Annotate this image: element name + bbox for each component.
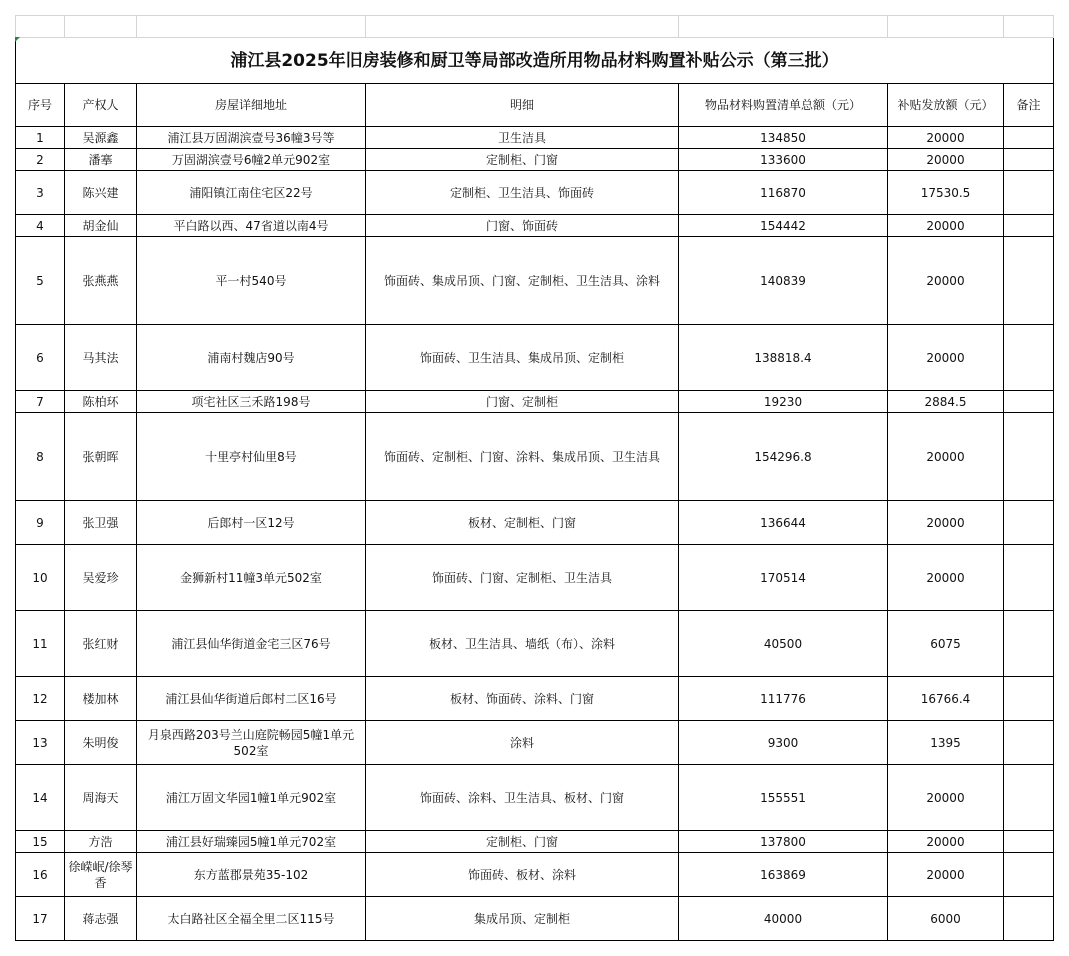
- cell-remark[interactable]: [1004, 721, 1054, 765]
- table-row: [16, 611, 1054, 677]
- cell-remark[interactable]: [1004, 765, 1054, 831]
- cell-no[interactable]: 7: [16, 391, 65, 413]
- cell-address[interactable]: 金狮新村11幢3单元502室: [137, 545, 366, 611]
- empty-cell[interactable]: [366, 16, 679, 38]
- cell-owner[interactable]: 蒋志强: [65, 897, 137, 941]
- cell-detail[interactable]: 板材、卫生洁具、墙纸（布）、涂料: [366, 611, 679, 677]
- cell-total[interactable]: 140839: [679, 237, 888, 325]
- cell-subsidy[interactable]: 20000: [888, 325, 1004, 391]
- empty-cell[interactable]: [65, 16, 137, 38]
- cell-comment-marker: [15, 37, 20, 42]
- header-remark[interactable]: 备注: [1004, 84, 1054, 127]
- cell-address[interactable]: 十里亭村仙里8号: [137, 413, 366, 501]
- table-row: [16, 215, 1054, 237]
- cell-address[interactable]: 浦江县仙华街道金宅三区76号: [137, 611, 366, 677]
- cell-total[interactable]: 170514: [679, 545, 888, 611]
- cell-address[interactable]: 浦江县仙华街道后郎村二区16号: [137, 677, 366, 721]
- cell-no[interactable]: 5: [16, 237, 65, 325]
- cell-address[interactable]: 平一村540号: [137, 237, 366, 325]
- cell-owner[interactable]: 楼加林: [65, 677, 137, 721]
- cell-address[interactable]: 太白路社区全福全里二区115号: [137, 897, 366, 941]
- cell-owner[interactable]: 陈柏环: [65, 391, 137, 413]
- cell-address[interactable]: 浦南村魏店90号: [137, 325, 366, 391]
- cell-detail[interactable]: 涂料: [366, 721, 679, 765]
- table-row: [16, 127, 1054, 149]
- cell-no[interactable]: 14: [16, 765, 65, 831]
- cell-subsidy[interactable]: 20000: [888, 545, 1004, 611]
- cell-no[interactable]: 10: [16, 545, 65, 611]
- cell-owner[interactable]: 徐嵘岷/徐琴香: [65, 853, 137, 897]
- cell-total[interactable]: 136644: [679, 501, 888, 545]
- empty-cell[interactable]: [16, 16, 65, 38]
- cell-owner[interactable]: 张燕燕: [65, 237, 137, 325]
- cell-remark[interactable]: [1004, 127, 1054, 149]
- cell-detail[interactable]: 板材、定制柜、门窗: [366, 501, 679, 545]
- cell-owner[interactable]: 方浩: [65, 831, 137, 853]
- empty-cell[interactable]: [1004, 16, 1054, 38]
- cell-subsidy[interactable]: 20000: [888, 149, 1004, 171]
- empty-cell[interactable]: [888, 16, 1004, 38]
- empty-cell[interactable]: [679, 16, 888, 38]
- cell-detail[interactable]: 饰面砖、门窗、定制柜、卫生洁具: [366, 545, 679, 611]
- cell-no[interactable]: 12: [16, 677, 65, 721]
- header-row: [16, 84, 1054, 127]
- cell-subsidy[interactable]: 20000: [888, 501, 1004, 545]
- cell-owner[interactable]: 潘搴: [65, 149, 137, 171]
- cell-remark[interactable]: [1004, 215, 1054, 237]
- cell-total[interactable]: 9300: [679, 721, 888, 765]
- cell-owner[interactable]: 吴源鑫: [65, 127, 137, 149]
- header-no[interactable]: 序号: [16, 84, 65, 127]
- cell-remark[interactable]: [1004, 171, 1054, 215]
- cell-total[interactable]: 154442: [679, 215, 888, 237]
- cell-subsidy[interactable]: 2884.5: [888, 391, 1004, 413]
- cell-total[interactable]: 111776: [679, 677, 888, 721]
- table-row: [16, 171, 1054, 215]
- cell-subsidy[interactable]: 17530.5: [888, 171, 1004, 215]
- cell-detail[interactable]: 饰面砖、集成吊顶、门窗、定制柜、卫生洁具、涂料: [366, 237, 679, 325]
- cell-no[interactable]: 6: [16, 325, 65, 391]
- cell-total[interactable]: 155551: [679, 765, 888, 831]
- cell-remark[interactable]: [1004, 237, 1054, 325]
- cell-subsidy[interactable]: 6075: [888, 611, 1004, 677]
- table-row: [16, 897, 1054, 941]
- cell-detail[interactable]: 饰面砖、卫生洁具、集成吊顶、定制柜: [366, 325, 679, 391]
- cell-total[interactable]: 40500: [679, 611, 888, 677]
- cell-owner[interactable]: 张卫强: [65, 501, 137, 545]
- table-row: [16, 831, 1054, 853]
- header-detail[interactable]: 明细: [366, 84, 679, 127]
- cell-address[interactable]: 平白路以西、47省道以南4号: [137, 215, 366, 237]
- table-row: [16, 765, 1054, 831]
- cell-detail[interactable]: 卫生洁具: [366, 127, 679, 149]
- cell-subsidy[interactable]: 20000: [888, 215, 1004, 237]
- header-subsidy[interactable]: 补贴发放额（元）: [888, 84, 1004, 127]
- cell-detail[interactable]: 定制柜、门窗: [366, 149, 679, 171]
- table-row: [16, 721, 1054, 765]
- cell-remark[interactable]: [1004, 611, 1054, 677]
- cell-address[interactable]: 万固湖滨壹号6幢2单元902室: [137, 149, 366, 171]
- cell-no[interactable]: 3: [16, 171, 65, 215]
- title-row: [16, 38, 1054, 84]
- cell-total[interactable]: 163869: [679, 853, 888, 897]
- cell-address[interactable]: 东方蓝郡景苑35-102: [137, 853, 366, 897]
- cell-owner[interactable]: 胡金仙: [65, 215, 137, 237]
- cell-address[interactable]: 后郎村一区12号: [137, 501, 366, 545]
- cell-detail[interactable]: 饰面砖、涂料、卫生洁具、板材、门窗: [366, 765, 679, 831]
- cell-detail[interactable]: 门窗、定制柜: [366, 391, 679, 413]
- cell-subsidy[interactable]: 20000: [888, 831, 1004, 853]
- cell-owner[interactable]: 马其法: [65, 325, 137, 391]
- cell-subsidy[interactable]: 20000: [888, 765, 1004, 831]
- table-row: [16, 853, 1054, 897]
- cell-total[interactable]: 40000: [679, 897, 888, 941]
- table-row: [16, 325, 1054, 391]
- cell-detail[interactable]: 定制柜、卫生洁具、饰面砖: [366, 171, 679, 215]
- empty-grid-row: [16, 16, 1054, 38]
- table-row: [16, 149, 1054, 171]
- cell-owner[interactable]: 吴爱珍: [65, 545, 137, 611]
- spreadsheet: [15, 15, 1054, 941]
- cell-subsidy[interactable]: 16766.4: [888, 677, 1004, 721]
- cell-address[interactable]: 浦江县万固湖滨壹号36幢3号等: [137, 127, 366, 149]
- cell-detail[interactable]: 饰面砖、定制柜、门窗、涂料、集成吊顶、卫生洁具: [366, 413, 679, 501]
- cell-remark[interactable]: [1004, 149, 1054, 171]
- cell-address[interactable]: 月泉西路203号兰山庭院畅园5幢1单元502室: [137, 721, 366, 765]
- cell-no[interactable]: 9: [16, 501, 65, 545]
- cell-subsidy[interactable]: 6000: [888, 897, 1004, 941]
- cell-no[interactable]: 15: [16, 831, 65, 853]
- cell-total[interactable]: 133600: [679, 149, 888, 171]
- cell-remark[interactable]: [1004, 831, 1054, 853]
- cell-remark[interactable]: [1004, 413, 1054, 501]
- cell-owner[interactable]: 朱明俊: [65, 721, 137, 765]
- cell-detail[interactable]: 定制柜、门窗: [366, 831, 679, 853]
- cell-address[interactable]: 浦阳镇江南住宅区22号: [137, 171, 366, 215]
- cell-remark[interactable]: [1004, 677, 1054, 721]
- table-body: [16, 127, 1054, 941]
- cell-remark[interactable]: [1004, 501, 1054, 545]
- cell-owner[interactable]: 张红财: [65, 611, 137, 677]
- cell-remark[interactable]: [1004, 853, 1054, 897]
- cell-total[interactable]: 138818.4: [679, 325, 888, 391]
- table-row: [16, 237, 1054, 325]
- cell-no[interactable]: 8: [16, 413, 65, 501]
- cell-address[interactable]: 浦江县好瑞臻园5幢1单元702室: [137, 831, 366, 853]
- cell-subsidy[interactable]: 20000: [888, 853, 1004, 897]
- cell-detail[interactable]: 饰面砖、板材、涂料: [366, 853, 679, 897]
- cell-total[interactable]: 134850: [679, 127, 888, 149]
- cell-owner[interactable]: 陈兴建: [65, 171, 137, 215]
- table-row: [16, 545, 1054, 611]
- cell-owner[interactable]: 周海天: [65, 765, 137, 831]
- cell-no[interactable]: 2: [16, 149, 65, 171]
- cell-no[interactable]: 16: [16, 853, 65, 897]
- header-total[interactable]: 物品材料购置清单总额（元）: [679, 84, 888, 127]
- cell-detail[interactable]: 板材、饰面砖、涂料、门窗: [366, 677, 679, 721]
- cell-subsidy[interactable]: 20000: [888, 237, 1004, 325]
- cell-subsidy[interactable]: 20000: [888, 413, 1004, 501]
- cell-total[interactable]: 137800: [679, 831, 888, 853]
- header-address[interactable]: 房屋详细地址: [137, 84, 366, 127]
- cell-total[interactable]: 19230: [679, 391, 888, 413]
- cell-total[interactable]: 116870: [679, 171, 888, 215]
- cell-subsidy[interactable]: 20000: [888, 127, 1004, 149]
- cell-no[interactable]: 17: [16, 897, 65, 941]
- table-row: [16, 391, 1054, 413]
- cell-no[interactable]: 1: [16, 127, 65, 149]
- cell-subsidy[interactable]: 1395: [888, 721, 1004, 765]
- cell-remark[interactable]: [1004, 391, 1054, 413]
- cell-no[interactable]: 11: [16, 611, 65, 677]
- subsidy-table: [15, 15, 1054, 941]
- table-row: [16, 677, 1054, 721]
- cell-address[interactable]: 项宅社区三禾路198号: [137, 391, 366, 413]
- header-owner[interactable]: 产权人: [65, 84, 137, 127]
- table-row: [16, 413, 1054, 501]
- table-row: [16, 501, 1054, 545]
- cell-no[interactable]: 13: [16, 721, 65, 765]
- cell-address[interactable]: 浦江万固文华园1幢1单元902室: [137, 765, 366, 831]
- cell-total[interactable]: 154296.8: [679, 413, 888, 501]
- page-title[interactable]: 浦江县2025年旧房装修和厨卫等局部改造所用物品材料购置补贴公示（第三批）: [16, 38, 1054, 84]
- cell-detail[interactable]: 门窗、饰面砖: [366, 215, 679, 237]
- cell-owner[interactable]: 张朝晖: [65, 413, 137, 501]
- cell-remark[interactable]: [1004, 545, 1054, 611]
- cell-remark[interactable]: [1004, 897, 1054, 941]
- cell-detail[interactable]: 集成吊顶、定制柜: [366, 897, 679, 941]
- cell-no[interactable]: 4: [16, 215, 65, 237]
- empty-cell[interactable]: [137, 16, 366, 38]
- cell-remark[interactable]: [1004, 325, 1054, 391]
